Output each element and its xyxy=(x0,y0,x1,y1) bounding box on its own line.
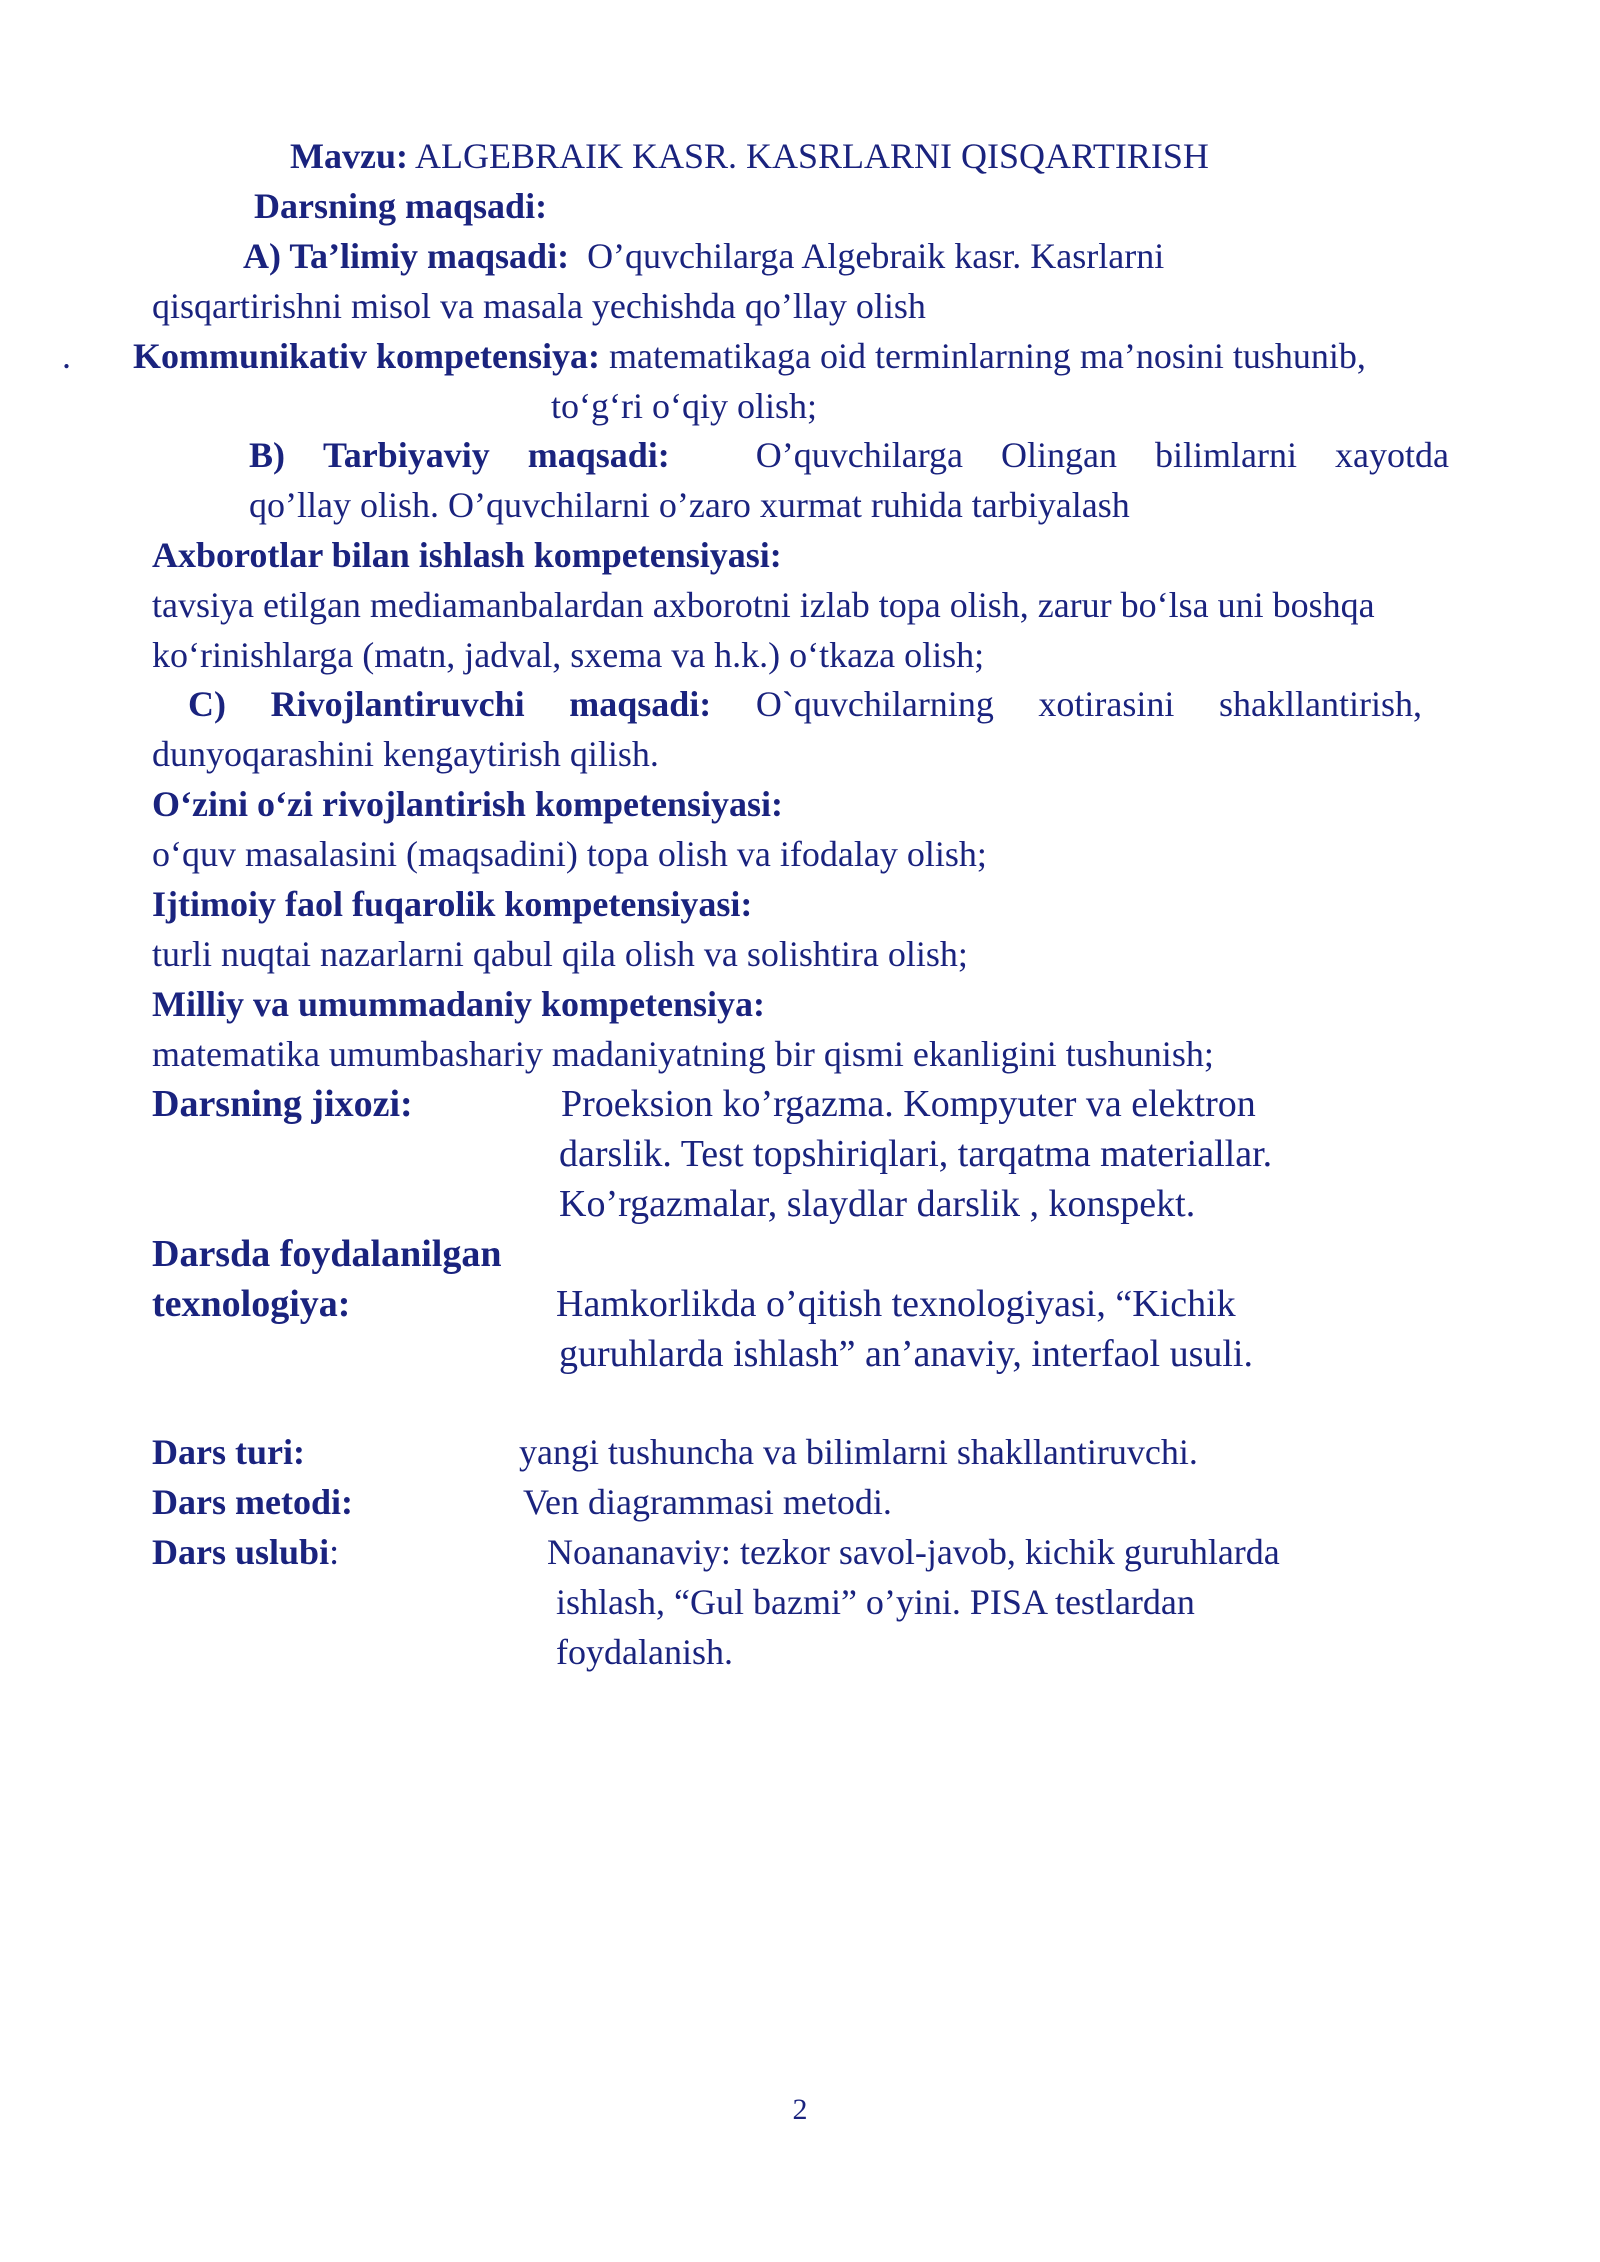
lesson-style-line-1: Noananaviy: tezkor savol-javob, kichik guruhlarda xyxy=(547,1532,1280,1572)
developmental-goal-label-c: C) xyxy=(188,684,226,724)
educational-goal-label: A) Ta’limiy maqsadi: xyxy=(243,236,570,276)
developmental-goal-label-word: Rivojlantiruvchi xyxy=(270,684,525,724)
lesson-type-label: Dars turi: xyxy=(152,1432,305,1472)
upbringing-goal-word: xayotda xyxy=(1334,435,1449,475)
upbringing-goal-word: O’quvchilarga xyxy=(755,435,964,475)
self-development-label: O‘zini o‘zi rivojlantirish kompetensiyasi: xyxy=(152,784,783,824)
upbringing-goal-word: Olingan xyxy=(1001,435,1117,475)
technology-label-1: Darsda foydalanilgan xyxy=(152,1233,502,1275)
topic-line xyxy=(290,131,1209,181)
lesson-style-line-3: foydalanish. xyxy=(556,1632,733,1672)
lesson-method-label: Dars metodi: xyxy=(152,1482,353,1522)
lesson-style-line-2: ishlash, “Gul bazmi” o’yini. PISA testlardan xyxy=(556,1582,1195,1622)
lesson-type-text: yangi tushuncha va bilimlarni shakllantiruvchi. xyxy=(519,1432,1198,1472)
upbringing-goal-label-colon: maqsadi: xyxy=(527,435,670,475)
educational-goal-text-2: qisqartirishni misol va masala yechishda qo’llay olish xyxy=(152,286,926,326)
topic-label: Mavzu: xyxy=(290,136,408,176)
equipment-line-3: Ko’rgazmalar, slaydlar darslik , konspekt. xyxy=(559,1183,1196,1225)
civic-competence-label: Ijtimoiy faol fuqarolik kompetensiyasi: xyxy=(152,884,753,924)
lesson-style-label-line xyxy=(152,1527,339,1577)
equipment-line-1: Proeksion ko’rgazma. Kompyuter va elektron xyxy=(561,1083,1256,1125)
upbringing-goal-line-1 xyxy=(249,430,1449,480)
developmental-goal-word: xotirasini xyxy=(1038,684,1175,724)
lesson-style-colon: : xyxy=(329,1532,340,1572)
equipment-line-2: darslik. Test topshiriqlari, tarqatma materiallar. xyxy=(559,1133,1273,1175)
communicative-text-1: matematikaga oid terminlarning ma’nosini tushunib, xyxy=(609,336,1366,376)
information-competence-text-1: tavsiya etilgan mediamanbalardan axborotni izlab topa olish, zarur bo‘lsa uni boshqa xyxy=(152,585,1375,625)
communicative-text-2: to‘g‘ri o‘qiy olish; xyxy=(551,386,817,426)
technology-line-2: guruhlarda ishlash” an’anaviy, interfaol usuli. xyxy=(559,1333,1253,1375)
equipment-label: Darsning jixozi: xyxy=(152,1083,413,1125)
lesson-style-label: Dars uslubi xyxy=(152,1532,330,1572)
upbringing-goal-word: bilimlarni xyxy=(1155,435,1297,475)
upbringing-goal-label-b: B) xyxy=(249,435,285,475)
topic-title: ALGEBRAIK KASR. KASRLARNI QISQARTIRISH xyxy=(414,136,1209,176)
lesson-goals-heading: Darsning maqsadi: xyxy=(254,186,548,226)
technology-label-2: texnologiya: xyxy=(152,1283,351,1325)
developmental-goal-word: shakllantirish, xyxy=(1219,684,1422,724)
developmental-goal-label-colon: maqsadi: xyxy=(569,684,712,724)
cultural-competence-label: Milliy va umummadaniy kompetensiya: xyxy=(152,984,766,1024)
communicative-label: Kommunikativ kompetensiya: xyxy=(133,336,601,376)
developmental-goal-line-1 xyxy=(188,679,1422,729)
bullet-dot: . xyxy=(62,336,71,376)
cultural-competence-text: matematika umumbashariy madaniyatning bir qismi ekanligini tushunish; xyxy=(152,1034,1214,1074)
technology-line-1: Hamkorlikda o’qitish texnologiyasi, “Kichik xyxy=(556,1283,1236,1325)
communicative-line-1 xyxy=(133,331,1366,381)
lesson-method-text: Ven diagrammasi metodi. xyxy=(523,1482,892,1522)
developmental-goal-text-2: dunyoqarashini kengaytirish qilish. xyxy=(152,734,659,774)
self-development-text: o‘quv masalasini (maqsadini) topa olish va ifodalay olish; xyxy=(152,834,987,874)
upbringing-goal-text-2: qo’llay olish. O’quvchilarni o’zaro xurmat ruhida tarbiyalash xyxy=(249,485,1130,525)
page-number: 2 xyxy=(792,2093,808,2126)
developmental-goal-word: O`quvchilarning xyxy=(755,684,994,724)
information-competence-text-2: ko‘rinishlarga (matn, jadval, sxema va h.k.) o‘tkaza olish; xyxy=(152,635,985,675)
educational-goal-text-1: O’quvchilarga Algebraik kasr. Kasrlarni xyxy=(587,236,1165,276)
educational-goal-line-1 xyxy=(243,231,1164,281)
information-competence-label: Axborotlar bilan ishlash kompetensiyasi: xyxy=(152,535,782,575)
civic-competence-text: turli nuqtai nazarlarni qabul qila olish va solishtira olish; xyxy=(152,934,968,974)
upbringing-goal-label-word: Tarbiyaviy xyxy=(323,435,490,475)
